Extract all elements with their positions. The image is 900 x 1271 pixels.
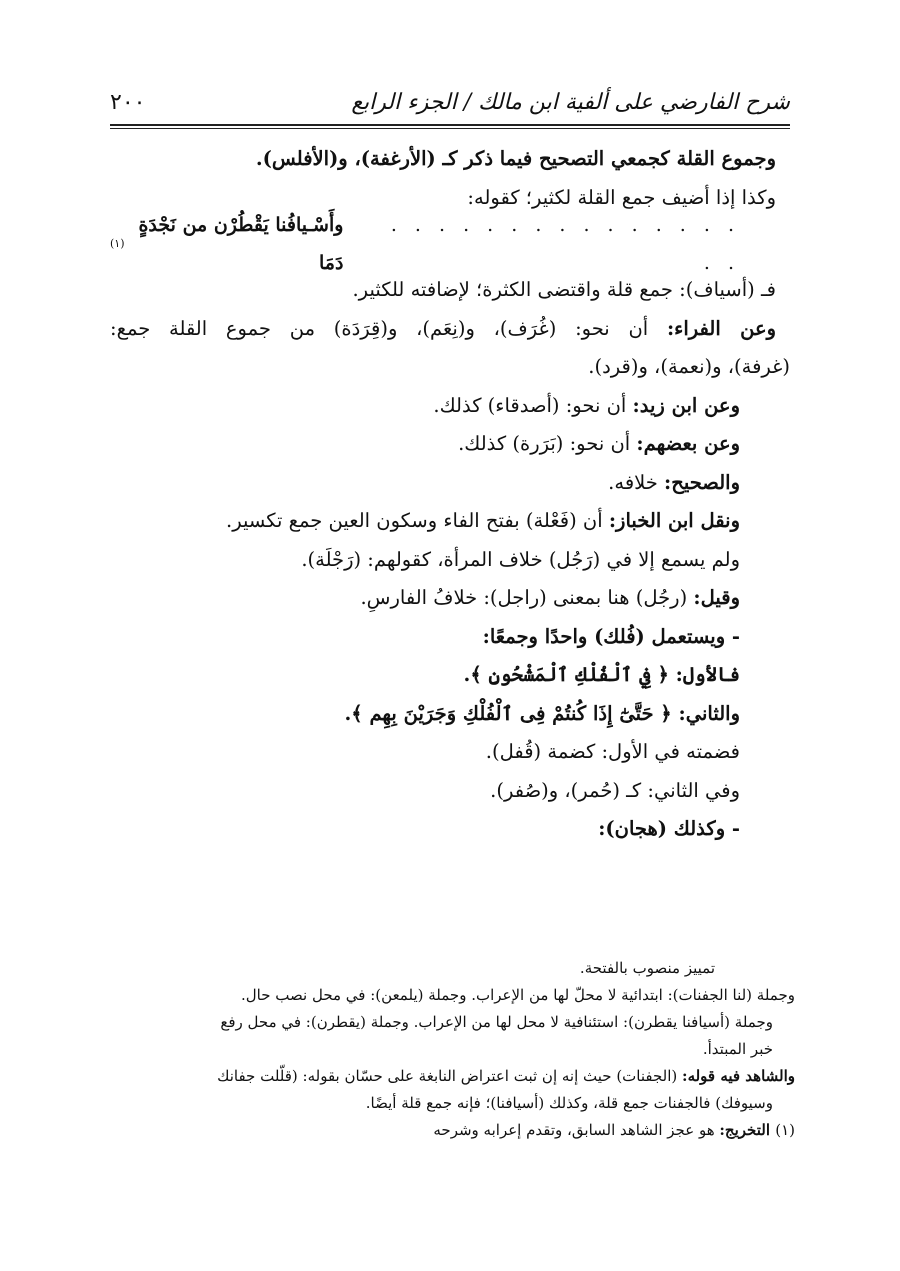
paragraph-lead: فالأول: — [675, 663, 740, 686]
running-title: شرح الفارضي على ألفية ابن مالك / الجزء الرابع — [351, 89, 790, 115]
paragraph-lead: ونقل ابن الخباز: — [608, 509, 740, 532]
footnote-line: وسيوفك) فالجفنات جمع قلة، وكذلك (أسيافنا)؛ فإنه جمع قلة أيضًا. — [365, 1094, 773, 1112]
footnote-text: (الجفنات) حيث إنه إن ثبت اعتراض النابغة على حسّان بقوله: (قلّلت جفانك — [217, 1067, 683, 1085]
main-text — [110, 140, 790, 849]
paragraph-text: (رجُل) هنا بمعنى (راجل): خلافُ الفارسِ. — [360, 586, 694, 609]
paragraph-lead: والصحيح: — [664, 470, 740, 494]
paragraph-some — [110, 425, 790, 464]
paragraph-asyaf: فـ (أسياف): جمع قلة واقتضى الكثرة؛ لإضافته للكثير. — [352, 278, 776, 301]
paragraph-farra-2: (غرفة)، و(نعمة)، و(قرد). — [588, 355, 790, 378]
paragraph-text: أن نحو: (غُرَف)، و(نِعَم)، و(قِرَدَة) من جموع القلة جمع: — [110, 316, 667, 340]
footnote-1 — [105, 1117, 795, 1144]
paragraph-first — [110, 656, 790, 695]
paragraph-text: أن نحو: (بَرَرة) كذلك. — [458, 432, 637, 455]
verse-hemistich-omitted: . . . . . . . . . . . . . . . . . — [390, 213, 740, 274]
footnote-line — [105, 1063, 795, 1090]
paragraph-plural-paucity — [110, 140, 790, 179]
paragraph-lead: وعن ابن زيد: — [632, 393, 740, 417]
paragraph-lead: وعن بعضهم: — [636, 432, 740, 455]
footnote-lead: التخريج: — [719, 1121, 776, 1139]
paragraph-lead: وعن الفراء: — [666, 316, 776, 340]
quran-quote: ﴿ حَتَّىٰٓ إِذَا كُنتُمْ فِى ٱلْفُلْكِ وَجَرَيْنَ بِهِم ﴾. — [344, 701, 679, 725]
footnotes — [105, 955, 795, 1144]
paragraph-fulk — [110, 618, 790, 657]
paragraph-text: - ويستعمل (فُلك) واحدًا وجمعًا: — [482, 624, 740, 648]
footnote-line: وجملة (لنا الجفنات): ابتدائية لا محلّ لها من الإعراب. وجملة (يلمعن): في محل نصب حال. — [241, 986, 795, 1004]
paragraph-ibn-zayd — [110, 387, 790, 426]
footnote-ref: (١) — [110, 236, 125, 250]
paragraph-rajul: ولم يسمع إلا في (رَجُل) خلاف المرأة، كقولهم: (رَجْلَة). — [301, 547, 740, 571]
paragraph-hijan — [110, 810, 790, 849]
footnote-number: (١) — [775, 1121, 795, 1139]
paragraph-lead: والثاني: — [678, 701, 740, 725]
quran-quote: ﴿ فِي ٱلْفُلْكِ ٱلْمَشْحُونِ ﴾. — [463, 663, 676, 686]
paragraph-lead: وقيل: — [693, 586, 740, 609]
paragraph-addition: وكذا إذا أضيف جمع القلة لكثير؛ كقوله: — [467, 185, 776, 209]
paragraph-text: أن (فَعْلة) بفتح الفاء وسكون العين جمع تكسير. — [226, 509, 609, 532]
footnote-line: تمييز منصوب بالفتحة. — [579, 959, 715, 977]
paragraph-correct — [110, 464, 790, 503]
paragraph-text: - وكذلك (هجان): — [598, 817, 740, 840]
poetry-verse — [110, 213, 790, 274]
paragraph-damma-first: فضمته في الأول: كضمة (قُفل). — [485, 740, 740, 763]
footnote-line: وجملة (أسيافنا يقطرن): استئنافية لا محل لها من الإعراب. وجملة (يقطرن): في محل رفع — [220, 1013, 773, 1031]
page-number: ٢٠٠ — [110, 89, 146, 115]
verse-hemistich: وأَسْـيافُنا يَقْطُرْن من نَجْدَةٍ دَمَا — [138, 213, 344, 274]
header-rule — [110, 124, 790, 126]
paragraph-qila — [110, 579, 790, 618]
paragraph-damma-second: وفي الثاني: كـ (حُمر)، و(صُفر). — [490, 778, 740, 802]
paragraph-text: أن نحو: (أصدقاء) كذلك. — [433, 393, 633, 417]
footnote-text: هو عجز الشاهد السابق، وتقدم إعرابه وشرحه — [433, 1121, 720, 1139]
header-rule-thin — [110, 128, 790, 129]
paragraph-second — [110, 695, 790, 734]
paragraph-text: خلافه. — [608, 470, 665, 494]
paragraph-ibn-khabbaz — [110, 502, 790, 541]
page-header — [110, 72, 790, 116]
paragraph-farra-1 — [110, 310, 790, 349]
paragraph-text: وجموع القلة كجمعي التصحيح فيما ذكر كـ (الأرغفة)، و(الأفلس). — [255, 147, 776, 170]
footnote-lead: والشاهد فيه قوله: — [682, 1067, 795, 1085]
footnote-line: خبر المبتدأ. — [702, 1040, 773, 1058]
